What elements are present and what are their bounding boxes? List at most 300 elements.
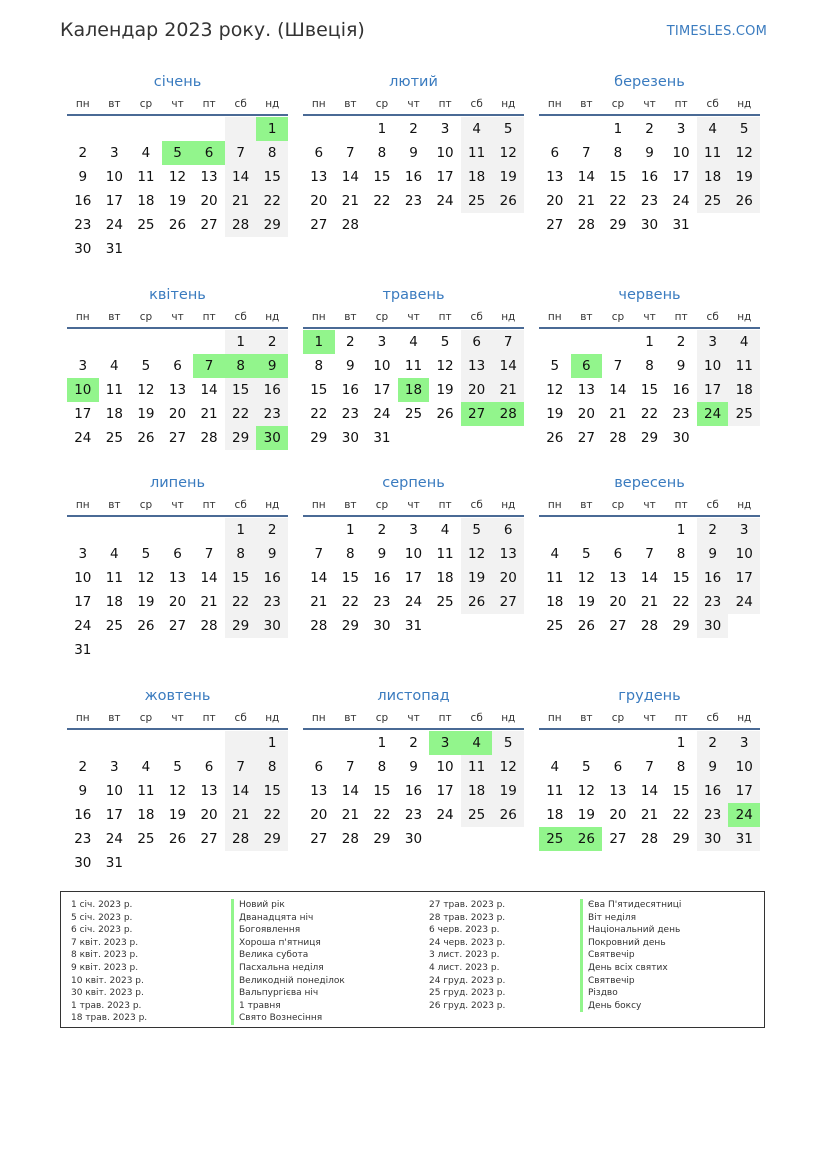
day-cell: 27: [577, 430, 595, 446]
day-cell: 15: [256, 165, 288, 189]
day-cell: 26: [168, 217, 187, 233]
holiday-day: 5: [162, 141, 194, 165]
weekday-label: вт: [108, 98, 121, 110]
weekday-label: нд: [501, 98, 516, 110]
legend-holiday-name: Віт неділя: [580, 912, 681, 925]
weekday-header: [539, 495, 760, 517]
legend-holiday-name: Великодній понеділок: [231, 975, 345, 988]
day-cell: 21: [200, 594, 218, 610]
weekday-label: вт: [108, 311, 121, 323]
day-cell: 24: [74, 430, 92, 446]
day-grid: [67, 330, 288, 450]
legend-holiday-name: 1 травня: [231, 1000, 345, 1013]
day-grid: [539, 731, 760, 851]
day-cell: 2: [256, 518, 288, 542]
day-cell: 3: [110, 759, 119, 775]
day-cell: 18: [697, 165, 729, 189]
weekday-label: чт: [171, 98, 184, 110]
day-cell: 14: [492, 354, 524, 378]
weekday-label: пт: [202, 712, 216, 724]
legend-dates-col-1: [71, 899, 147, 1025]
day-cell: 19: [577, 594, 595, 610]
month-9: [539, 473, 760, 638]
day-cell: 9: [645, 145, 654, 161]
weekday-label: чт: [407, 499, 420, 511]
weekday-label: сб: [470, 712, 483, 724]
day-cell: 13: [546, 169, 564, 185]
day-cell: 17: [74, 594, 92, 610]
day-cell: 22: [373, 807, 391, 823]
day-cell: 26: [546, 430, 564, 446]
day-cell: 4: [141, 145, 151, 161]
empty-cell: [602, 731, 634, 755]
day-cell: 21: [341, 807, 359, 823]
day-cell: 27: [310, 831, 328, 847]
day-cell: 27: [200, 217, 218, 233]
day-cell: 4: [110, 546, 119, 562]
empty-cell: [335, 117, 367, 141]
weekday-label: пн: [75, 311, 90, 323]
weekday-label: чт: [171, 499, 184, 511]
day-cell: 31: [672, 217, 690, 233]
weekday-header: [67, 708, 288, 730]
day-cell: 4: [409, 334, 418, 350]
day-cell: 6: [173, 358, 182, 374]
weekday-label: нд: [265, 712, 280, 724]
weekday-header: [303, 94, 524, 116]
day-cell: 8: [346, 546, 355, 562]
empty-cell: [67, 518, 99, 542]
day-cell: 3: [78, 546, 88, 562]
legend-dates-col-2: [429, 899, 505, 1012]
holiday-day: 10: [67, 378, 99, 402]
empty-cell: [539, 330, 571, 354]
day-cell: 7: [582, 145, 591, 161]
day-cell: 18: [461, 779, 493, 803]
day-cell: 19: [546, 406, 564, 422]
legend-date: 7 квіт. 2023 р.: [71, 937, 139, 948]
weekday-label: пн: [547, 311, 562, 323]
month-3: [539, 72, 760, 237]
day-cell: 12: [137, 570, 155, 586]
legend-date: 6 черв. 2023 р.: [429, 925, 500, 936]
day-cell: 22: [310, 406, 328, 422]
day-cell: 30: [697, 827, 729, 851]
day-cell: 8: [676, 759, 686, 775]
weekday-label: пт: [674, 499, 688, 511]
day-cell: 20: [168, 406, 187, 422]
day-cell: 6: [613, 759, 623, 775]
day-cell: 26: [577, 618, 595, 634]
day-cell: 18: [728, 378, 760, 402]
day-cell: 20: [310, 193, 328, 209]
day-cell: 30: [672, 430, 690, 446]
day-cell: 3: [728, 518, 760, 542]
day-cell: 24: [105, 217, 123, 233]
legend-date: 24 черв. 2023 р.: [429, 937, 506, 948]
empty-cell: [162, 518, 194, 542]
empty-cell: [571, 117, 603, 141]
weekday-label: пт: [674, 98, 688, 110]
day-cell: 7: [645, 759, 654, 775]
day-grid: [303, 117, 524, 237]
weekday-label: чт: [643, 311, 656, 323]
day-cell: 28: [200, 618, 218, 634]
day-cell: 1: [377, 735, 387, 751]
day-cell: 11: [697, 141, 729, 165]
day-cell: 20: [200, 193, 218, 209]
day-cell: 14: [200, 570, 218, 586]
day-cell: 16: [74, 193, 92, 209]
day-cell: 17: [74, 406, 92, 422]
weekday-label: чт: [643, 712, 656, 724]
day-cell: 3: [377, 334, 387, 350]
day-cell: 14: [341, 783, 359, 799]
day-cell: 5: [173, 759, 182, 775]
day-cell: 25: [436, 594, 454, 610]
day-cell: 15: [225, 378, 257, 402]
day-cell: 10: [728, 542, 760, 566]
month-6: [539, 285, 760, 450]
day-cell: 8: [377, 145, 387, 161]
day-cell: 5: [582, 546, 591, 562]
weekday-label: пт: [438, 712, 452, 724]
legend-holiday-name: День боксу: [580, 1000, 681, 1013]
day-cell: 26: [728, 189, 760, 213]
day-cell: 30: [697, 614, 729, 638]
legend-holiday-name: Різдво: [580, 987, 681, 1000]
day-cell: 17: [436, 169, 454, 185]
day-cell: 23: [640, 193, 659, 209]
empty-cell: [571, 518, 603, 542]
weekday-label: ср: [611, 712, 625, 724]
day-cell: 13: [200, 169, 218, 185]
weekday-label: чт: [407, 311, 420, 323]
day-cell: 6: [314, 759, 324, 775]
weekday-label: чт: [171, 712, 184, 724]
day-cell: 8: [256, 141, 288, 165]
empty-cell: [99, 731, 131, 755]
day-cell: 23: [697, 803, 729, 827]
day-cell: 9: [697, 542, 729, 566]
day-cell: 7: [613, 358, 623, 374]
day-cell: 31: [105, 855, 123, 871]
day-cell: 29: [672, 618, 690, 634]
weekday-label: нд: [265, 98, 280, 110]
weekday-label: ср: [375, 712, 389, 724]
day-grid: [303, 518, 524, 638]
day-cell: 9: [78, 169, 88, 185]
day-cell: 1: [676, 522, 686, 538]
weekday-label: пн: [75, 98, 90, 110]
day-cell: 28: [341, 217, 359, 233]
day-cell: 19: [492, 165, 524, 189]
day-cell: 26: [492, 189, 524, 213]
day-cell: 29: [225, 426, 257, 450]
day-cell: 1: [645, 334, 654, 350]
day-cell: 2: [676, 334, 686, 350]
day-cell: 16: [341, 382, 359, 398]
day-cell: 24: [728, 590, 760, 614]
day-cell: 18: [546, 807, 564, 823]
weekday-label: сб: [706, 98, 719, 110]
day-cell: 4: [728, 330, 760, 354]
weekday-label: пт: [438, 98, 452, 110]
site-link[interactable]: TIMESLES.COM: [666, 24, 767, 39]
day-cell: 23: [697, 590, 729, 614]
day-cell: 22: [341, 594, 359, 610]
day-cell: 19: [436, 382, 454, 398]
day-cell: 26: [461, 590, 493, 614]
day-cell: 11: [728, 354, 760, 378]
empty-cell: [193, 518, 225, 542]
day-cell: 2: [697, 518, 729, 542]
empty-cell: [193, 330, 225, 354]
weekday-label: нд: [737, 499, 752, 511]
day-cell: 17: [436, 783, 454, 799]
day-cell: 31: [105, 241, 123, 257]
day-cell: 10: [672, 145, 690, 161]
weekday-label: нд: [737, 311, 752, 323]
day-cell: 4: [141, 759, 151, 775]
legend-date: 3 лист. 2023 р.: [429, 950, 500, 961]
legend-date: 18 трав. 2023 р.: [71, 1013, 148, 1024]
legend-date: 1 січ. 2023 р.: [71, 900, 133, 910]
legend-holiday-name: День всіх святих: [580, 962, 681, 975]
day-cell: 12: [492, 141, 524, 165]
day-cell: 10: [404, 546, 423, 562]
day-cell: 16: [256, 566, 288, 590]
legend-date: 25 груд. 2023 р.: [429, 988, 506, 999]
day-cell: 20: [168, 594, 187, 610]
weekday-label: ср: [611, 311, 625, 323]
day-cell: 29: [609, 217, 627, 233]
weekday-label: ср: [611, 98, 625, 110]
legend-date: 1 трав. 2023 р.: [71, 1000, 142, 1011]
empty-cell: [634, 731, 666, 755]
legend-holiday-name: Покровний день: [580, 937, 681, 950]
legend-holiday-name: Пасхальна неділя: [231, 962, 345, 975]
day-cell: 13: [492, 542, 524, 566]
legend-holiday-name: Велика субота: [231, 949, 345, 962]
day-cell: 17: [728, 566, 760, 590]
day-cell: 23: [404, 807, 423, 823]
empty-cell: [303, 518, 335, 542]
legend-holiday-name: Богоявлення: [231, 924, 345, 937]
weekday-header: [67, 94, 288, 116]
day-cell: 29: [256, 213, 288, 237]
day-cell: 12: [492, 755, 524, 779]
day-cell: 3: [697, 330, 729, 354]
legend-date: 5 січ. 2023 р.: [71, 912, 133, 923]
month-1: [67, 72, 288, 261]
holiday-day: 30: [256, 426, 288, 450]
day-cell: 18: [436, 570, 454, 586]
weekday-label: пт: [438, 311, 452, 323]
day-cell: 6: [550, 145, 560, 161]
weekday-label: пн: [547, 98, 562, 110]
day-cell: 21: [225, 803, 257, 827]
day-cell: 16: [404, 169, 423, 185]
day-cell: 17: [404, 570, 423, 586]
day-cell: 24: [105, 831, 123, 847]
day-cell: 17: [728, 779, 760, 803]
weekday-label: сб: [234, 499, 247, 511]
weekday-label: сб: [234, 311, 247, 323]
day-cell: 9: [346, 358, 355, 374]
day-cell: 9: [409, 145, 418, 161]
day-cell: 20: [310, 807, 328, 823]
day-cell: 21: [609, 406, 627, 422]
day-cell: 9: [78, 783, 88, 799]
weekday-label: вт: [344, 499, 357, 511]
weekday-label: ср: [375, 98, 389, 110]
day-cell: 14: [640, 570, 659, 586]
day-grid: [539, 330, 760, 450]
weekday-label: нд: [737, 712, 752, 724]
weekday-label: ср: [611, 499, 625, 511]
day-cell: 10: [697, 354, 729, 378]
day-cell: 11: [546, 570, 564, 586]
day-cell: 5: [461, 518, 493, 542]
month-name: лютий: [389, 74, 438, 90]
weekday-label: ср: [139, 499, 153, 511]
day-cell: 23: [74, 217, 92, 233]
day-cell: 16: [672, 382, 690, 398]
day-cell: 5: [492, 731, 524, 755]
weekday-label: сб: [470, 98, 483, 110]
day-cell: 12: [728, 141, 760, 165]
weekday-label: сб: [470, 499, 483, 511]
day-cell: 2: [645, 121, 654, 137]
day-cell: 20: [609, 594, 627, 610]
day-cell: 3: [440, 121, 450, 137]
weekday-label: пн: [547, 499, 562, 511]
day-cell: 23: [404, 193, 423, 209]
empty-cell: [130, 518, 162, 542]
day-cell: 11: [137, 783, 155, 799]
day-cell: 7: [645, 546, 654, 562]
empty-cell: [193, 731, 225, 755]
day-cell: 15: [225, 566, 257, 590]
day-cell: 24: [436, 193, 454, 209]
weekday-label: нд: [265, 311, 280, 323]
month-name: грудень: [618, 688, 681, 704]
day-cell: 13: [609, 570, 627, 586]
empty-cell: [130, 330, 162, 354]
weekday-label: пн: [311, 499, 326, 511]
day-cell: 5: [728, 117, 760, 141]
day-cell: 14: [310, 570, 328, 586]
weekday-label: сб: [470, 311, 483, 323]
day-cell: 17: [373, 382, 391, 398]
weekday-label: пн: [311, 311, 326, 323]
day-cell: 1: [676, 735, 686, 751]
weekday-label: вт: [580, 712, 593, 724]
weekday-header: [303, 708, 524, 730]
day-grid: [67, 117, 288, 261]
legend-date: 28 трав. 2023 р.: [429, 912, 506, 923]
day-cell: 10: [728, 755, 760, 779]
day-cell: 22: [640, 406, 659, 422]
day-cell: 20: [577, 406, 595, 422]
day-cell: 31: [404, 618, 423, 634]
holiday-day: 1: [303, 330, 335, 354]
day-cell: 26: [168, 831, 187, 847]
day-cell: 26: [436, 406, 454, 422]
weekday-label: нд: [737, 98, 752, 110]
day-cell: 11: [461, 141, 493, 165]
day-cell: 9: [697, 755, 729, 779]
day-cell: 26: [137, 430, 155, 446]
month-name: вересень: [614, 475, 685, 491]
day-grid: [67, 518, 288, 662]
weekday-label: пн: [75, 712, 90, 724]
day-cell: 4: [440, 522, 450, 538]
holiday-day: 4: [461, 731, 493, 755]
day-cell: 18: [546, 594, 564, 610]
weekday-label: ср: [139, 712, 153, 724]
day-cell: 5: [582, 759, 591, 775]
day-cell: 15: [373, 783, 391, 799]
holiday-day: 9: [256, 354, 288, 378]
empty-cell: [571, 330, 603, 354]
day-cell: 24: [672, 193, 690, 209]
day-cell: 31: [373, 430, 391, 446]
day-cell: 9: [377, 546, 387, 562]
day-cell: 2: [697, 731, 729, 755]
legend-holiday-name: Вальпургієва ніч: [231, 987, 345, 1000]
day-cell: 11: [436, 546, 454, 562]
holiday-day: 28: [492, 402, 524, 426]
day-cell: 18: [105, 594, 123, 610]
day-cell: 8: [645, 358, 654, 374]
day-cell: 30: [341, 430, 359, 446]
weekday-header: [67, 307, 288, 329]
day-cell: 14: [341, 169, 359, 185]
day-cell: 25: [137, 217, 155, 233]
day-cell: 3: [676, 121, 686, 137]
weekday-label: чт: [643, 98, 656, 110]
day-cell: 10: [74, 570, 92, 586]
day-cell: 15: [609, 169, 627, 185]
day-cell: 21: [640, 807, 659, 823]
day-grid: [539, 117, 760, 237]
day-cell: 19: [492, 779, 524, 803]
weekday-label: чт: [171, 311, 184, 323]
weekday-label: пн: [311, 712, 326, 724]
weekday-label: вт: [580, 311, 593, 323]
day-cell: 30: [74, 241, 92, 257]
day-grid: [539, 518, 760, 638]
day-cell: 19: [168, 807, 187, 823]
day-cell: 1: [377, 121, 387, 137]
day-grid: [303, 330, 524, 450]
empty-cell: [162, 117, 194, 141]
day-cell: 9: [676, 358, 686, 374]
day-cell: 29: [341, 618, 359, 634]
empty-cell: [99, 117, 131, 141]
day-cell: 1: [225, 518, 257, 542]
day-cell: 22: [373, 193, 391, 209]
day-cell: 23: [256, 590, 288, 614]
day-cell: 12: [546, 382, 564, 398]
legend-date: 26 груд. 2023 р.: [429, 1000, 506, 1011]
day-cell: 4: [110, 358, 119, 374]
weekday-label: чт: [407, 712, 420, 724]
day-cell: 15: [672, 570, 690, 586]
holiday-day: 24: [728, 803, 760, 827]
